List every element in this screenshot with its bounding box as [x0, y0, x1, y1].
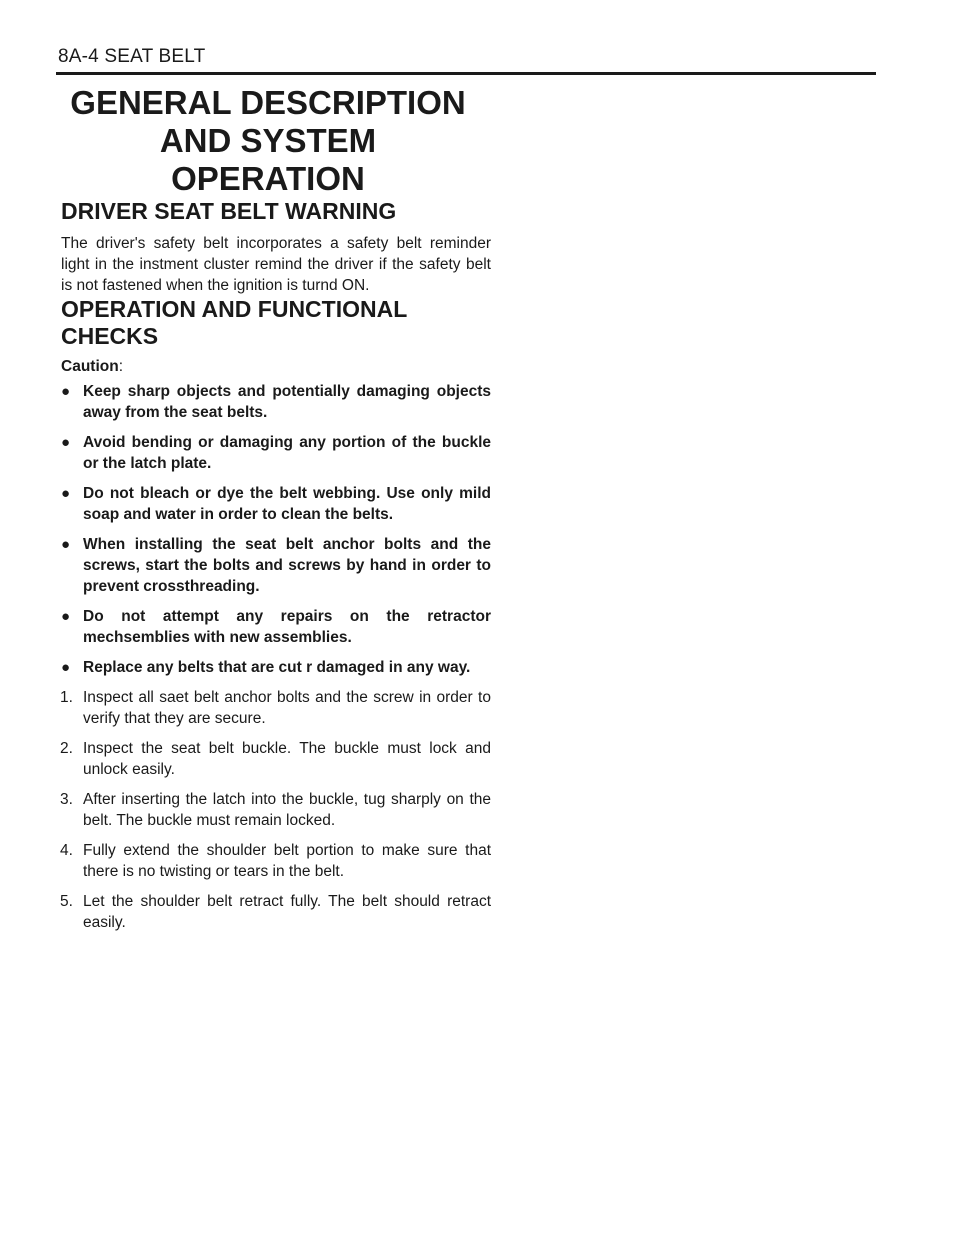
page-title-line-2: AND SYSTEM OPERATION [159, 122, 377, 197]
check-steps-list [61, 687, 491, 933]
caution-colon: : [118, 358, 123, 375]
step-text: Inspect all saet belt anchor bolts and the screw in order to verify that they are secure. [83, 689, 491, 727]
caution-label-line [61, 356, 491, 377]
bullet-icon: ● [61, 659, 71, 676]
page-title [61, 84, 475, 198]
caution-list [61, 381, 491, 678]
content-column [61, 84, 491, 942]
page-title-line-1: GENERAL DESCRIPTION [70, 84, 466, 121]
warning-heading: DRIVER SEAT BELT WARNING [61, 198, 397, 224]
step-number: 4. [60, 842, 73, 859]
caution-text: Do not bleach or dye the belt webbing. Use only mild soap and water in order to clean the belts. [83, 485, 491, 523]
page-header: 8A-4 SEAT BELT [58, 46, 206, 67]
bullet-icon: ● [61, 383, 71, 400]
caution-text: Do not attempt any repairs on the retractor mechsemblies with new assemblies. [83, 608, 491, 646]
caution-label: Caution [61, 358, 119, 375]
bullet-icon: ● [61, 434, 71, 451]
step-item [61, 840, 491, 882]
caution-text: When installing the seat belt anchor bolts and the screws, start the bolts and screws by hand in order to prevent crossthreading. [83, 536, 491, 595]
step-number: 2. [60, 740, 73, 757]
caution-item [61, 483, 491, 525]
caution-item [61, 381, 491, 423]
caution-item [61, 534, 491, 597]
step-item [61, 891, 491, 933]
bullet-icon: ● [61, 485, 71, 502]
step-number: 1. [60, 689, 73, 706]
caution-text: Replace any belts that are cut r damaged in any way. [83, 659, 471, 676]
step-number: 3. [60, 791, 73, 808]
step-item [61, 789, 491, 831]
step-text: Let the shoulder belt retract fully. The belt should retract easily. [83, 893, 491, 931]
step-text: After inserting the latch into the buckle, tug sharply on the belt. The buckle must remain locked. [83, 791, 491, 829]
header-rule [56, 72, 876, 75]
caution-text: Avoid bending or damaging any portion of the buckle or the latch plate. [83, 434, 491, 472]
step-text: Inspect the seat belt buckle. The buckle must lock and unlock easily. [83, 740, 491, 778]
step-item [61, 687, 491, 729]
step-text: Fully extend the shoulder belt portion to make sure that there is no twisting or tears in the belt. [83, 842, 491, 880]
warning-body: The driver's safety belt incorporates a safety belt reminder light in the instment cluster remind the driver if the safety belt is not fastened when the ignition is turnd ON. [61, 235, 491, 294]
checks-heading: OPERATION AND FUNCTIONAL CHECKS [61, 296, 407, 349]
step-item [61, 738, 491, 780]
bullet-icon: ● [61, 536, 71, 553]
caution-item [61, 606, 491, 648]
caution-item [61, 432, 491, 474]
caution-text: Keep sharp objects and potentially damaging objects away from the seat belts. [83, 383, 491, 421]
caution-item [61, 657, 491, 678]
step-number: 5. [60, 893, 73, 910]
bullet-icon: ● [61, 608, 71, 625]
